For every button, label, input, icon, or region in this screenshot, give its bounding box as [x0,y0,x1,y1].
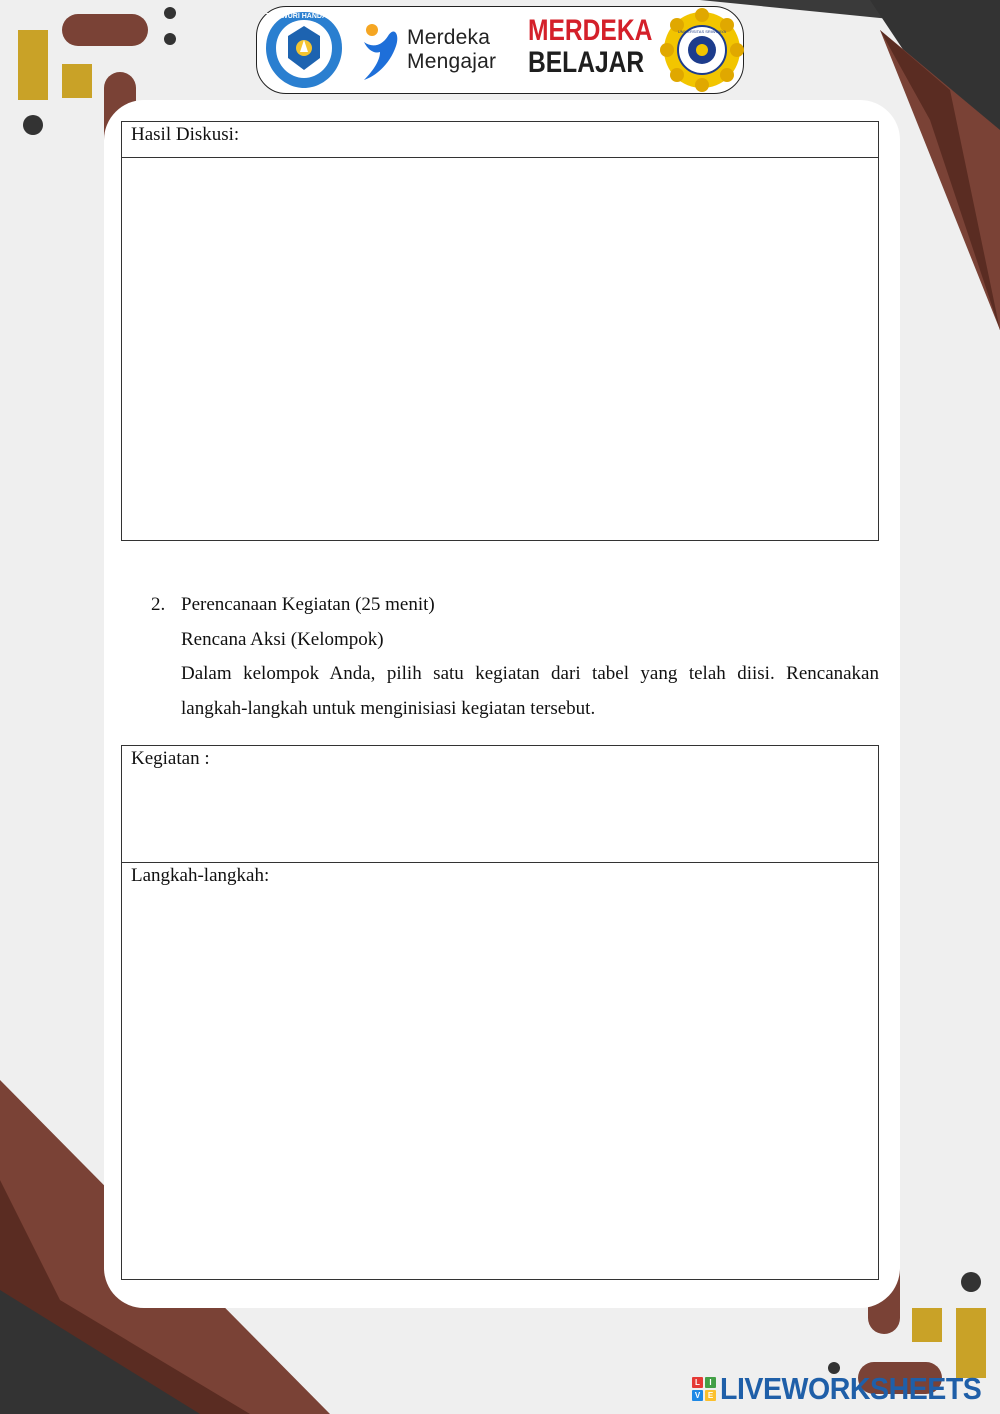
kegiatan-label: Kegiatan : [131,748,210,769]
section-title: Perencanaan Kegiatan (25 menit) [181,594,435,615]
section-number: 2. [151,594,166,615]
ornament-brown-pill-horizontal [62,14,148,46]
universitas-sriwijaya-logo-icon [659,7,745,93]
ornament-gold-bar [18,30,48,100]
hasil-diskusi-label: Hasil Diskusi: [131,124,240,145]
ornament-gold-bar [956,1308,986,1378]
svg-text:TUT WURI HANDAYANI: TUT WURI HANDAYANI [265,13,343,20]
table-divider [122,862,878,863]
liveworksheets-text: LIVEWORKSHEETS [720,1371,982,1406]
logo-letter: L [692,1377,703,1388]
logo-letter: V [692,1390,703,1401]
logo-letter: I [705,1377,716,1388]
hasil-diskusi-table [121,121,879,541]
tut-wuri-handayani-logo-icon [262,8,346,92]
merdeka-mengajar-line2: Mengajar [407,50,497,73]
ornament-dot [164,33,176,45]
instruction-line-2: langkah-langkah untuk menginisiasi kegiatan tersebut. [181,697,596,719]
ornament-gold-square [912,1308,942,1342]
svg-text:UNIVERSITAS SRIWIJAYA: UNIVERSITAS SRIWIJAYA [677,29,727,34]
rencana-aksi-table [121,745,879,1280]
merdeka-mengajar-logo-icon [358,22,402,82]
section-subtitle: Rencana Aksi (Kelompok) [181,628,384,650]
langkah-answer-area[interactable] [122,892,878,1279]
ornament-dot [23,115,43,135]
ornament-dot [164,7,176,19]
ornament-dot [961,1272,981,1292]
merdeka-belajar-line2: BELAJAR [528,46,645,79]
hasil-diskusi-answer-area[interactable] [122,158,878,540]
kegiatan-answer-area[interactable] [122,774,878,862]
logo-letter: E [705,1390,716,1401]
liveworksheets-brand [692,1372,1000,1406]
merdeka-mengajar-text [407,26,517,74]
merdeka-mengajar-line1: Merdeka [407,26,491,49]
langkah-label: Langkah-langkah: [131,865,270,886]
liveworksheets-logo-icon [692,1377,716,1401]
merdeka-belajar-logo [528,14,653,79]
instruction-line-1: Dalam kelompok Anda, pilih satu kegiatan dari tabel yang telah diisi. Rencanakan [181,663,879,684]
merdeka-belajar-line1: MERDEKA [528,14,653,47]
ornament-gold-square [62,64,92,98]
